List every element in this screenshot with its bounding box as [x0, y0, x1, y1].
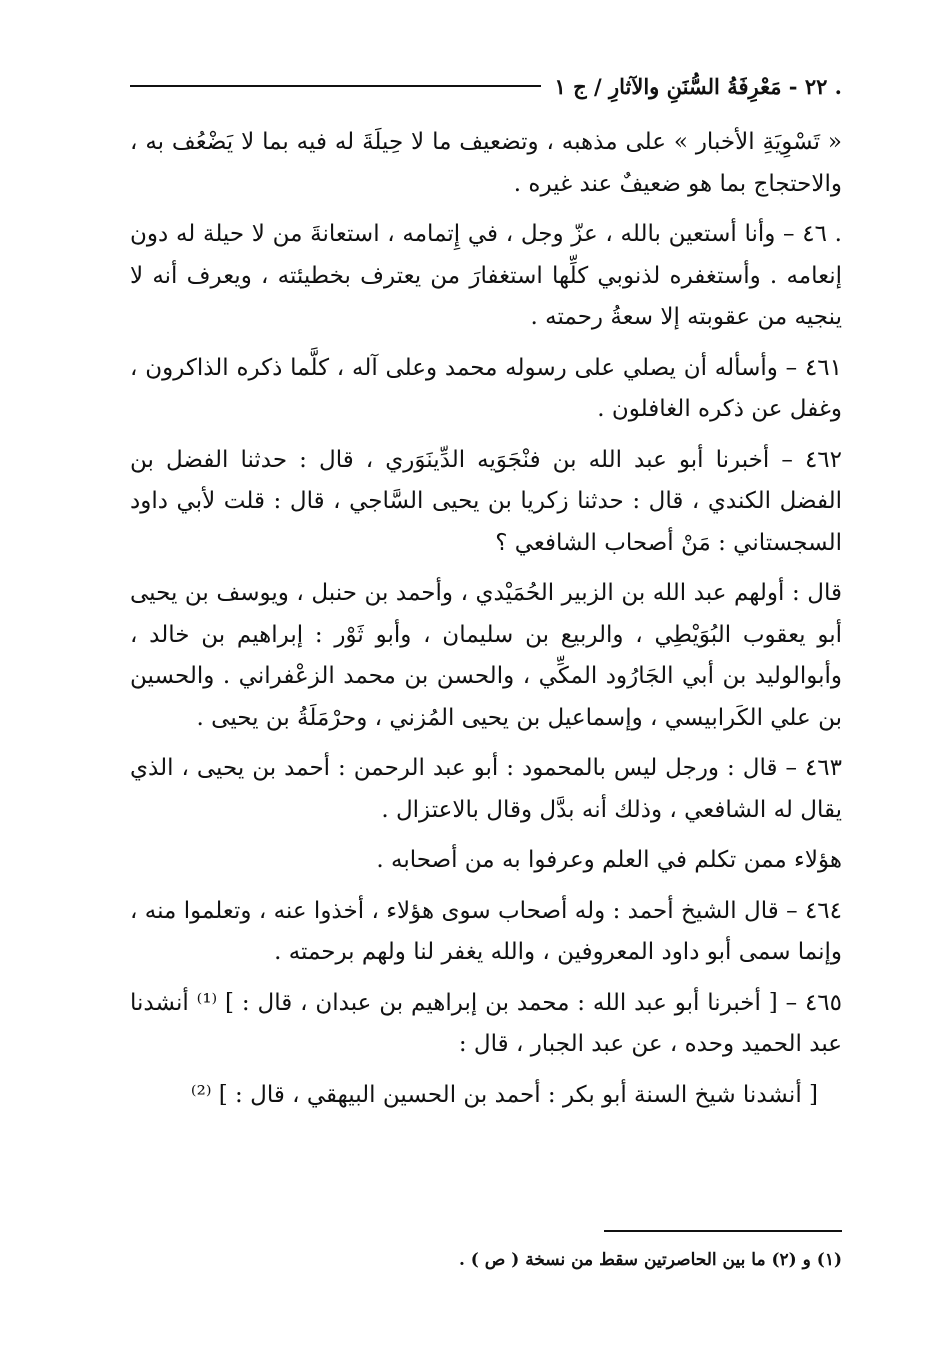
page-header [130, 66, 842, 106]
paragraph-463-note: هؤلاء ممن تكلم في العلم وعرفوا به من أصحابه . [376, 847, 842, 873]
paragraph-464: ٤٦٤ – قال الشيخ أحمد : وله أصحاب سوى هؤلاء ، أخذوا عنه ، وتعلموا منه ، وإنما سمى أبو داود المعروفين ، والله يغفر لنا ولهم برحمته . [130, 897, 842, 965]
paragraph-461: ٤٦١ – وأسأله أن يصلي على رسوله محمد وعلى آله ، كلَّما ذكره الذاكرون ، وغفل عن ذكره الغافلون . [130, 354, 842, 422]
paragraph-462: ٤٦٢ – أخبرنا أبو عبد الله بن فنْجَوَيه الدِّينَوَري ، قال : حدثنا الفضل بن الفضل الكندي ، قال : حدثنا زكريا بن يحيى السَّاجي ، قال : قلت لأبي داود السجستاني : مَنْ أصحاب الشافعي ؟ [130, 446, 842, 556]
paragraph-462-answer: قال : أولهم عبد الله بن الزبير الحُمَيْدي ، وأحمد بن حنبل ، ويوسف بن يحيى أبو يعقوب البُوَيْطِي ، والربيع بن سليمان ، وأبو ثَوْر : إبراهيم بن خالد ، وأبوالوليد بن أبي الجَارُود المكِّي ، والحسن بن محمد الزعْفراني . والحسين بن علي الكَرابيسي ، وإسماعيل بن يحيى المُزني ، وحرْمَلَةُ بن يحيى . [130, 580, 842, 731]
footnote-rule [604, 1230, 842, 1232]
header-rule [130, 85, 541, 87]
paragraph-465-continuation: [ أنشدنا شيخ السنة أبو بكر : أحمد بن الحسين البيهقي ، قال : ] ⁽²⁾ [190, 1081, 818, 1108]
body-text [130, 122, 842, 1125]
running-head: . ٢٢ - مَعْرِفَةُ السُّنَنِ والآثارِ / ج ١ [554, 73, 842, 99]
paragraph-465: ٤٦٥ – [ أخبرنا أبو عبد الله : محمد بن إبراهيم بن عبدان ، قال : ] ⁽¹⁾ أنشدنا عبد الحميد وحده ، عن عبد الجبار ، قال : [130, 989, 842, 1057]
paragraph-46: . ٤٦ – وأنا أستعين بالله ، عزّ وجل ، في إِتمامه ، استعانةَ من لا حيلة له دون إنعامه . وأستغفره لذنوبي كلِّها استغفارَ من يعترف بخطيئته ، ويعرف أنه لا ينجيه من عقوبته إلا سعةُ رحمته . [130, 221, 842, 330]
paragraph-continuation: « تَسْوِيَةِ الأخبار » على مذهبه ، وتضعيف ما لا حِيلَةَ له فيه بما لا يَضْعُف به ، والاحتجاج بما هو ضعيفٌ عند غيره . [130, 129, 842, 197]
paragraph-463: ٤٦٣ – قال : ورجل ليس بالمحمود : أبو عبد الرحمن : أحمد بن يحيى ، الذي يقال له الشافعي ، وذلك أنه بدَّل وقال بالاعتزال . [130, 755, 842, 823]
footnote: (١) و (٢) ما بين الحاصرتين سقط من نسخة ( ص ) . [458, 1250, 842, 1270]
